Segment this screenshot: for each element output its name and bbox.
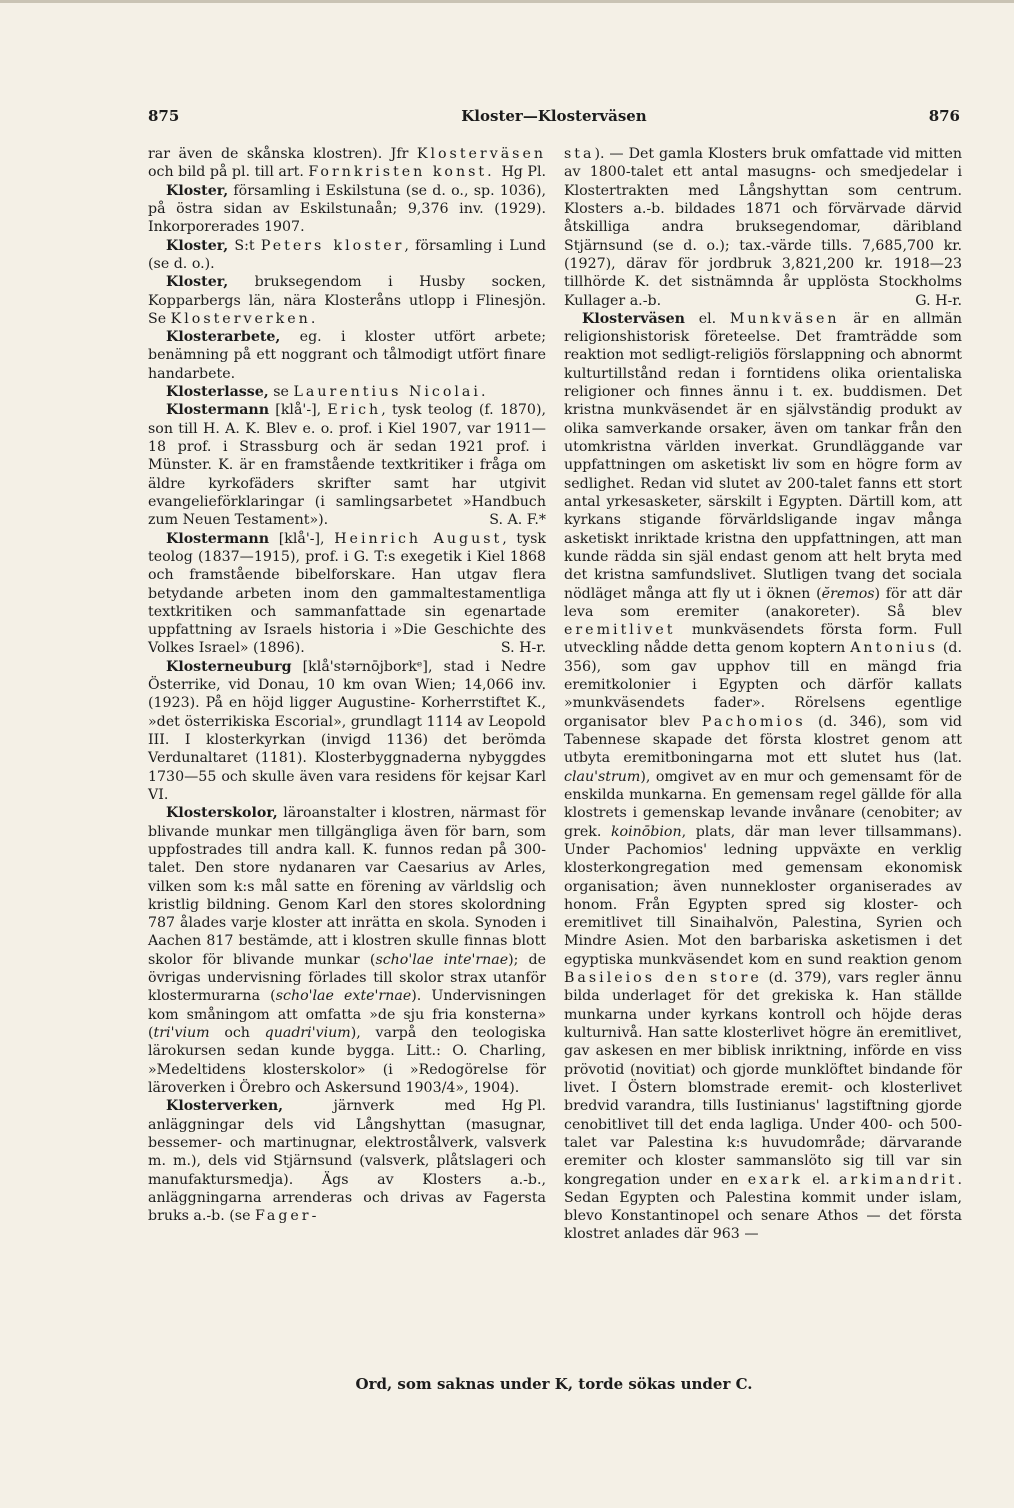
headword: Kloster, [166, 274, 229, 291]
running-header [148, 107, 960, 131]
author-signature: Hg Pl. [501, 1098, 546, 1115]
author-signature: Hg Pl. [501, 164, 546, 181]
headword: Klostermann [166, 530, 270, 547]
author-signature: S. H-r. [500, 640, 546, 657]
headword: Kloster, [166, 237, 229, 254]
entry-klosterlasse: Klosterlasse, se Laurentius Nicolai. [166, 384, 486, 401]
headword: Klosterneuburg [166, 658, 292, 675]
entry-klosterverken: Klosterverken, järnverk med anläggningar dels vid Långshyttan (masugnar, bessemer- och martinugnar, elektrostålverk, valsverk m. m.), dels vid Stjärnsund (valsverk, plåtslageri och manufaktursmedja). Ägs av Klosters a.-b., anläggningarna arrenderas och drivas av Fagersta bruks a.-b. (se Fager- [148, 1098, 546, 1225]
cross-reference: sta [564, 146, 595, 162]
running-title: Kloster—Klosterväsen [461, 107, 647, 125]
cross-reference: Klosterverken [170, 310, 311, 327]
author-signature: G. H-r. [915, 292, 962, 309]
headword: Kloster, [166, 182, 229, 199]
page-number-right: 876 [928, 107, 960, 125]
entry-continuation: rar även de skånska klostren). Jfr Klosterväsen och bild på pl. till art. Fornkristen konst. Hg Pl. [148, 146, 546, 181]
entry-kloster-lund: Kloster, S:t Peters kloster, församling i Lund (se d. o.). [148, 237, 546, 272]
page-edge [0, 0, 1014, 3]
entry-klostervasen: Klosterväsen el. Munkväsen är en allmän religionshistorisk företeelse. Det framträdde som reaktion mot sedligt-religiös förslappning och abnormt kulturtillstånd redan i forntidens olika orientaliska religioner och finnes ännu i t. ex. buddismen. Det kristna munkväsendet är en självständig produkt av olika samverkande orsaker, även om tankar från den utomkristna världen inverkat. Grundläggande var uppfattningen om asketiskt liv som en högre form av sedlighet. Redan vid slutet av 200-talet fanns ett stort antal yrkesasketer, särskilt i Egypten. Därtill kom, att kyrkans stigande förvärldsligande ingav många asketiskt inriktade kristna den uppfattningen, att man kunde rädda sin själ endast genom att helt bryta med det kristna samfundslivet. Slutligen tvang det sociala nödläget många att fly ut i öknen (ĕremos) för att där leva som eremiter (anakoreter). Så blev eremitlivet munkväsendets första form. Full utveckling nådde detta genom koptern Antonius (d. 356), som gav upphov till en mängd fria eremitkolonier i Egypten och därför kallats »munkväsendets fader». Rörelsens egentlige organisator blev Pachomios (d. 346), som vid Tabennese skapade det första klostret genom att utbyta eremitboningarna mot ett slutet hus (lat. clau'strum), omgivet av en mur och gemensamt för de enskilda munkarna. En gemensam regel gällde för alla klostrets i gemenskap levande invånare (cenobiter; av grek. koinōbion, plats, där man lever tillsammans). Under Pachomios' ledning uppväxte en verklig klosterkongregation med gemensam ekonomisk organisation; även nunnekloster organiserades av honom. Från Egypten spred sig kloster- och eremitlivet till Sinaihalvön, Palestina, Syrien och Mindre Asien. Mot den barbariska asketismen i det egyptiska munkväsendet kom en sund reaktion genom Basileios den store (d. 379), vars regler ännu bilda underlaget för det grekiska k. Han ställde munkarna under kyrkans kontroll och höjde deras kulturnivå. Han satte klosterlivet högre än eremitlivet, gav askesen en mer biblisk inriktning, införde en viss prövotid (novitiat) och gjorde munklöftet bindande för livet. I Östern blomstrade eremit- och klosterlivet bredvid varandra, tills Iustinianus' lagstiftning gjorde cenobitlivet till det enda lagliga. Under 400- och 500-talet var Palestina k:s huvudområde; därvarande eremiter och kloster sammanslöto sig till var sin kongregation under en exark el. arkimandrit. Sedan Egypten och Palestina kommit under islam, blevo Konstantinopel och senare Athos — det första klostret anlades där 963 — [564, 310, 963, 1243]
entry-klostermann-heinrich: Klostermann [klå'-], Heinrich August, tysk teolog (1837—1915), prof. i G. T:s exegetik i Kiel 1868 och framstående bibelforskare. Han utgav flera betydande arbeten inom den gammaltestamentliga textkritiken och sammanfattade sin egenartade uppfattning av Israels historia i »Die Geschichte des Volkes Israel» (1896). S. H-r. [148, 530, 546, 657]
entry-klosterneuburg: Klosterneuburg [klå'stərnōjborkᵉ], stad i Nedre Österrike, vid Donau, 10 km ovan Wien; 14,066 inv. (1923). På en höjd ligger Augustine- Korherrstiftet K., »det österrikiska Escorial», grundlagt 1114 av Leopold III. I klosterkyrkan (invigd 1136) det berömda Verdunaltaret (1181). Klosterbyggnaderna nybyggdes 1730—55 och skulle även vara residens för kejsar Karl VI. [148, 658, 546, 803]
entry-klosterskolor: Klosterskolor, läroanstalter i klostren, närmast för blivande munkar men tillgängliga även för barn, som uppfostrades till andra kall. K. funnos redan på 300-talet. Den store nydanaren var Caesarius av Arles, vilken som k:s mål satte en förening av världslig och kristlig bildning. Genom Karl den stores skolordning 787 ålades varje kloster att inrätta en skola. Synoden i Aachen 817 bestämde, att i klostren skulle finnas blott skolor för blivande munkar (scho'lae inte'rnae); de övrigas undervisning förlades till skolor strax utanför klostermurarna (scho'lae exte'rnae). Undervisningen kom småningom att omfatta »de sju fria konsterna» (tri'vium och quadri'vium), varpå den teologiska lärokursen sedan kunde bygga. Litt.: O. Charling, »Medeltidens klosterskolor» (i »Redogörelse för läroverken i Örebro och Askersund 1903/4», 1904). Hg Pl. [148, 805, 547, 1115]
entry-continuation: sta). — Det gamla Klosters bruk omfattade vid mitten av 1800-talet ett antal masugns- och smedjedelar i Klostertrakten med Långshyttan som centrum. Klosters a.-b. bildades 1871 och förvärvade därvid åtskilliga andra bruksegendomar, däribland Stjärnsund (se d. o.); tax.-värde tills. 7,685,700 kr. (1927), därav för jordbruk 3,821,200 kr. 1918—23 tillhörde K. det sistnämnda år upplösta Stockholms Kullager a.-b. G. H-r. [564, 146, 962, 309]
headword: Klosterlasse, [166, 384, 269, 401]
page-number-left: 875 [148, 107, 180, 125]
entry-klostermann-erich: Klostermann [klå'-], Erich, tysk teolog (f. 1870), son till H. A. K. Blev e. o. prof. i Kiel 1907, var 1911—18 prof. i Strassburg och är sedan 1921 prof. i Münster. K. är en framstående textkritiker i fråga om äldre kyrkofäders skrifter samt har utgivit evangelieförklaringar (i samlingsarbetet »Handbuch zum Neuen Testament»). S. A. F.* [148, 402, 546, 529]
headword: Klosterskolor, [166, 805, 278, 822]
headword: Klostermann [166, 402, 270, 419]
cross-reference: Peters kloster [260, 237, 405, 254]
entry-kloster-eskilstuna: Kloster, församling i Eskilstuna (se d. o., sp. 1036), på östra sidan av Eskilstunaån; 9,376 inv. (1929). Inkorporerades 1907. [148, 182, 546, 236]
cross-reference: Laurentius Nicolai [293, 384, 481, 401]
left-column [148, 145, 546, 1225]
headword: Klosterväsen [582, 310, 685, 327]
headword: Klosterarbete, [166, 329, 281, 346]
cross-reference: Fornkristen konst [308, 164, 488, 181]
headword: Klosterverken, [166, 1098, 284, 1115]
entry-kloster-bruk: Kloster, bruksegendom i Husby socken, Kopparbergs län, nära Klosteråns utlopp i Flinesjön. Se Klosterverken. [148, 274, 546, 327]
cross-reference: Fager- [254, 1208, 320, 1225]
footer-note: Ord, som saknas under K, torde sökas under C. [355, 1375, 753, 1393]
author-signature: S. A. F.* [489, 512, 546, 529]
entry-klosterarbete: Klosterarbete, eg. i kloster utfört arbete; benämning på ett noggrant och tålmodigt utfört finare handarbete. [148, 329, 546, 382]
right-column [564, 145, 962, 1244]
cross-reference: Klosterväsen [416, 146, 546, 162]
